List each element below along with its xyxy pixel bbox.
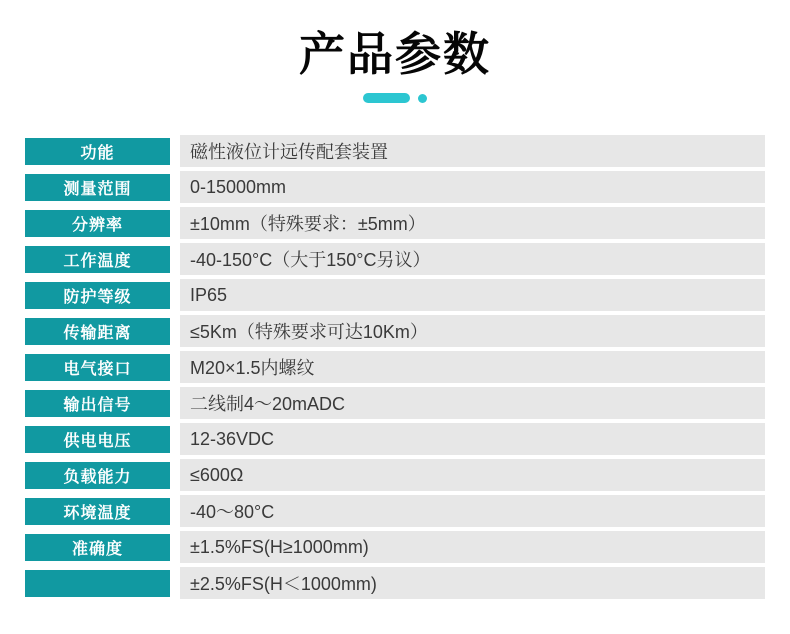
spec-value-cell: ≤600Ω: [180, 459, 765, 491]
spec-value-cell: IP65: [180, 279, 765, 311]
table-row: [25, 387, 765, 419]
spec-value-cell: -40-150°C（大于150°C另议）: [180, 243, 765, 275]
spec-label-cell: 环境温度: [25, 498, 170, 525]
spec-label-cell: 供电电压: [25, 426, 170, 453]
spec-value-cell: ±2.5%FS(H＜1000mm): [180, 567, 765, 599]
spec-value-cell: 12-36VDC: [180, 423, 765, 455]
page-header: [0, 0, 790, 103]
table-row: [25, 171, 765, 203]
spec-value-cell: ≤5Km（特殊要求可达10Km）: [180, 315, 765, 347]
spec-label-cell: 分辨率: [25, 210, 170, 237]
spec-label-cell: 测量范围: [25, 174, 170, 201]
title-underline-dot-icon: [418, 94, 427, 103]
table-row: [25, 531, 765, 563]
title-underline: [0, 93, 790, 103]
table-row: [25, 243, 765, 275]
table-row: [25, 567, 765, 599]
spec-value-cell: 二线制4～20mADC: [180, 387, 765, 419]
spec-value-cell: ±1.5%FS(H≥1000mm): [180, 531, 765, 563]
spec-label-cell: [25, 570, 170, 597]
spec-label-cell: 准确度: [25, 534, 170, 561]
spec-value-cell: -40～80°C: [180, 495, 765, 527]
spec-label-cell: 工作温度: [25, 246, 170, 273]
page-title: 产品参数: [299, 28, 491, 80]
spec-value-cell: M20×1.5内螺纹: [180, 351, 765, 383]
spec-label-cell: 防护等级: [25, 282, 170, 309]
spec-label-cell: 电气接口: [25, 354, 170, 381]
table-row: [25, 351, 765, 383]
table-row: [25, 135, 765, 167]
title-underline-bar-icon: [363, 93, 410, 103]
spec-label-cell: 负载能力: [25, 462, 170, 489]
table-row: [25, 459, 765, 491]
table-row: [25, 423, 765, 455]
spec-label-cell: 功能: [25, 138, 170, 165]
spec-value-cell: 0-15000mm: [180, 171, 765, 203]
spec-table: [25, 135, 765, 603]
table-row: [25, 279, 765, 311]
spec-value-cell: 磁性液位计远传配套装置: [180, 135, 765, 167]
table-row: [25, 315, 765, 347]
spec-label-cell: 传输距离: [25, 318, 170, 345]
spec-label-cell: 输出信号: [25, 390, 170, 417]
spec-value-cell: ±10mm（特殊要求：±5mm）: [180, 207, 765, 239]
table-row: [25, 207, 765, 239]
table-row: [25, 495, 765, 527]
